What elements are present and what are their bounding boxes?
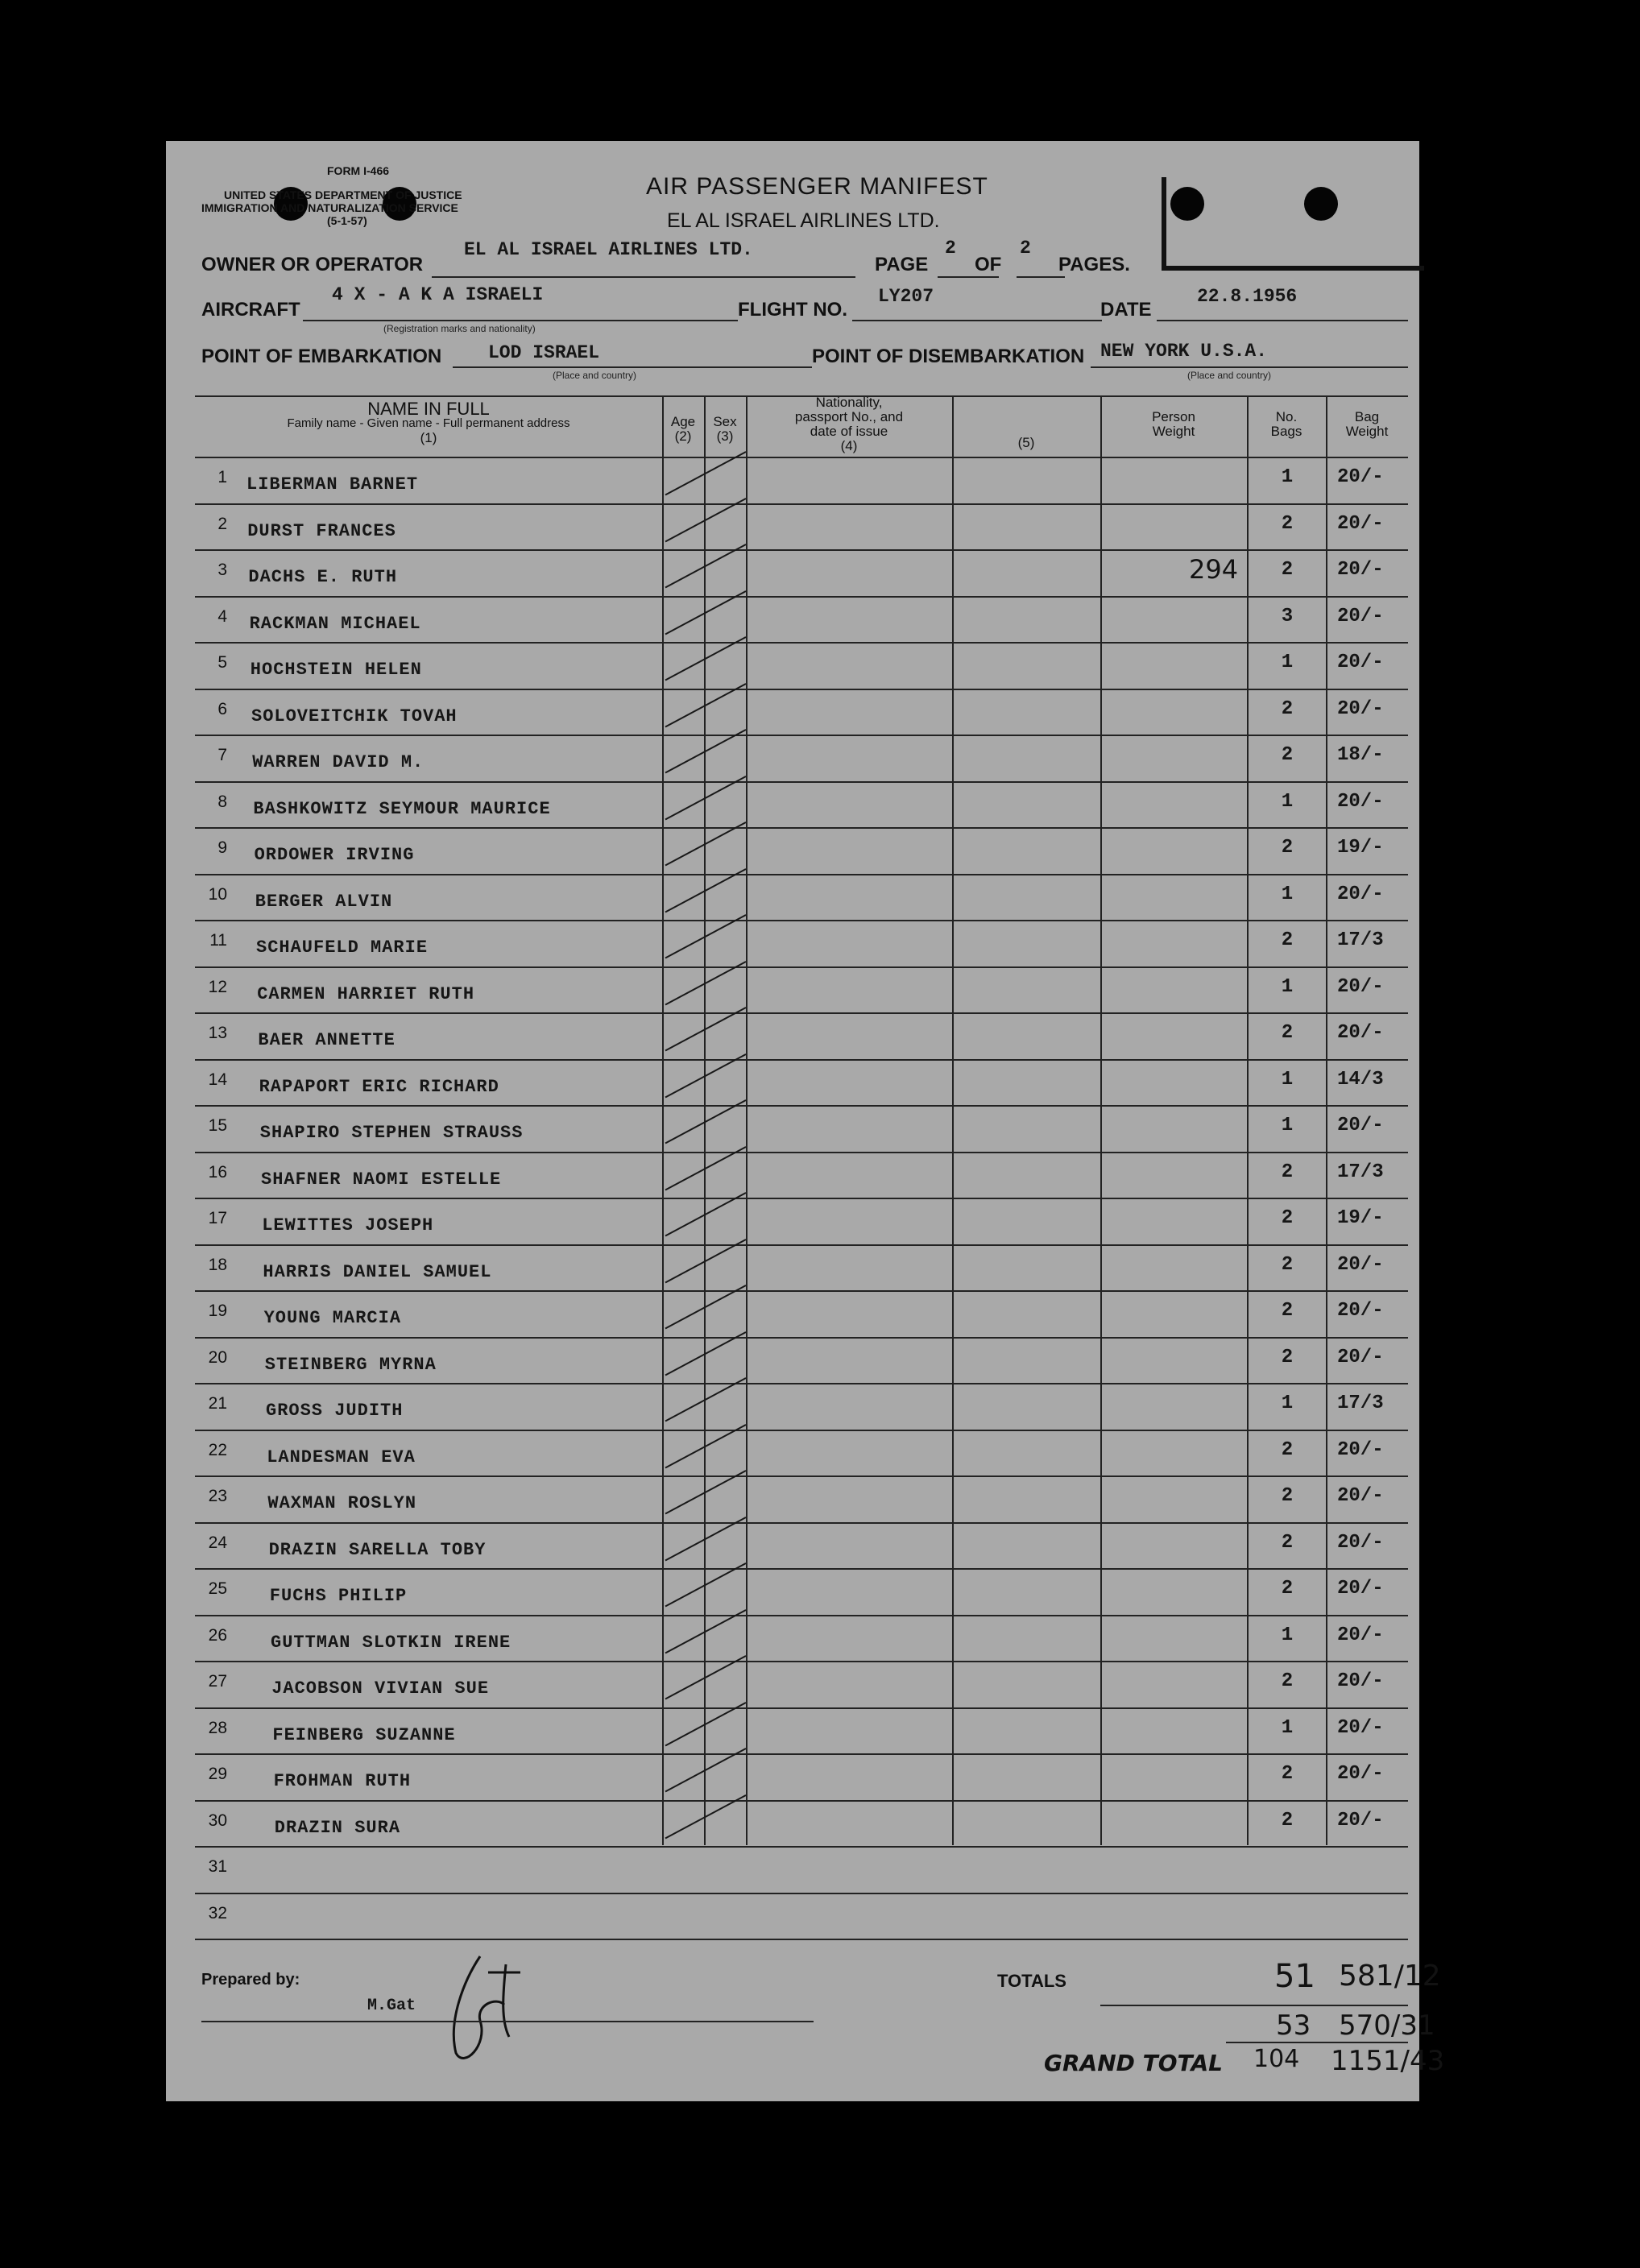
passenger-name: SHAPIRO STEPHEN STRAUSS <box>259 1123 524 1143</box>
passenger-name: SHAFNER NAOMI ESTELLE <box>261 1169 502 1190</box>
row-number: 27 <box>208 1672 227 1691</box>
bag-weight: 20/- <box>1337 883 1384 905</box>
col-bags-line2: Bags <box>1270 424 1302 439</box>
bag-weight: 20/- <box>1337 652 1384 673</box>
table-row <box>195 1198 1408 1246</box>
bag-weight: 20/- <box>1337 1809 1384 1831</box>
passenger-name: RAPAPORT ERIC RICHARD <box>259 1076 499 1097</box>
bag-weight: 19/- <box>1337 1207 1384 1229</box>
passenger-table <box>195 395 1408 1922</box>
bag-weight: 20/- <box>1337 975 1384 998</box>
row-number: 11 <box>209 931 227 950</box>
col-age-label: Age <box>670 414 696 429</box>
bag-count: 1 <box>1281 1068 1294 1091</box>
bag-weight: 17/3 <box>1337 1161 1384 1183</box>
row-number: 25 <box>208 1579 227 1598</box>
disembarkation-label: POINT OF DISEMBARKATION <box>812 346 1085 367</box>
bag-count: 1 <box>1281 1624 1294 1646</box>
col-person-weight-header <box>1100 410 1247 439</box>
table-row <box>195 966 1408 1015</box>
embarkation-label: POINT OF EMBARKATION <box>201 346 442 367</box>
table-row <box>195 1753 1408 1802</box>
totals-label: TOTALS <box>997 1971 1066 1991</box>
bag-count: 2 <box>1281 1809 1294 1831</box>
bag-weight: 20/- <box>1337 1763 1384 1785</box>
prepared-by-label: Prepared by: <box>201 1971 300 1989</box>
bag-count: 1 <box>1281 466 1294 488</box>
grand-total-weight: 1151/43 <box>1331 2045 1445 2077</box>
col-age-header <box>662 415 704 444</box>
table-row <box>195 1615 1408 1663</box>
row-number: 23 <box>208 1487 227 1505</box>
col-name-subtitle: Family name - Given name - Full permanent address <box>287 416 570 430</box>
col-bags-header <box>1247 410 1326 439</box>
col-bags-line1: No. <box>1275 409 1298 424</box>
col-name-title: NAME IN FULL <box>367 399 490 419</box>
table-row <box>195 1152 1408 1200</box>
table-row <box>195 1012 1408 1061</box>
owner-label: OWNER OR OPERATOR <box>201 254 424 275</box>
row-number: 2 <box>217 514 227 533</box>
bag-weight: 20/- <box>1337 697 1384 720</box>
col-bag-weight-header <box>1326 410 1408 439</box>
page-number: 2 <box>945 238 956 259</box>
grand-total-bags: 104 <box>1253 2045 1300 2073</box>
person-weight: 294 <box>1189 554 1239 585</box>
bag-count: 2 <box>1281 1670 1294 1692</box>
bag-weight: 20/- <box>1337 1438 1384 1461</box>
bag-count: 2 <box>1281 929 1294 951</box>
bag-count: 2 <box>1281 1022 1294 1044</box>
col-bagw-line1: Bag <box>1354 409 1380 424</box>
row-number: 15 <box>208 1116 227 1135</box>
bag-count: 1 <box>1281 652 1294 673</box>
row-number: 14 <box>208 1070 227 1089</box>
table-row <box>195 1383 1408 1431</box>
table-row <box>195 457 1408 505</box>
col-person-line1: Person <box>1152 409 1195 424</box>
bag-count: 2 <box>1281 1531 1294 1554</box>
row-number: 18 <box>208 1255 227 1274</box>
passenger-name: YOUNG MARCIA <box>263 1308 402 1328</box>
table-row <box>195 549 1408 598</box>
passenger-name: GUTTMAN SLOTKIN IRENE <box>271 1632 511 1653</box>
owner-value: EL AL ISRAEL AIRLINES LTD. <box>464 239 753 260</box>
bag-count: 2 <box>1281 559 1294 581</box>
embarkation-value: LOD ISRAEL <box>488 342 600 363</box>
table-row <box>195 642 1408 690</box>
row-number: 26 <box>208 1625 227 1645</box>
totals-weight: 581/12 <box>1339 1960 1441 1993</box>
aircraft-note: (Registration marks and nationality) <box>383 323 536 334</box>
row-number: 9 <box>217 838 227 857</box>
bag-weight: 20/- <box>1337 1531 1384 1554</box>
bag-count: 3 <box>1281 605 1294 627</box>
col-sex-header <box>704 415 746 444</box>
department-line-2: IMMIGRATION AND NATURALIZATION SERVICE <box>201 201 458 214</box>
pages-label: PAGES. <box>1058 254 1130 275</box>
form-date-code: (5-1-57) <box>327 214 367 227</box>
bag-weight: 20/- <box>1337 1485 1384 1507</box>
bag-count: 1 <box>1281 883 1294 905</box>
bag-weight: 17/3 <box>1337 1393 1384 1414</box>
bag-count: 1 <box>1281 1393 1294 1414</box>
passenger-name: ORDOWER IRVING <box>254 845 415 865</box>
table-row <box>195 1105 1408 1153</box>
row-number: 10 <box>208 884 227 904</box>
passenger-name: CARMEN HARRIET RUTH <box>257 983 475 1004</box>
bag-weight: 20/- <box>1337 512 1384 535</box>
row-number: 12 <box>208 977 227 996</box>
table-row <box>195 827 1408 875</box>
passenger-name: FEINBERG SUZANNE <box>272 1724 456 1745</box>
col-person-line2: Weight <box>1152 424 1195 439</box>
row-number: 1 <box>217 468 227 486</box>
table-row <box>195 735 1408 783</box>
bag-weight: 20/- <box>1337 605 1384 627</box>
row-number: 6 <box>217 699 227 718</box>
grand-total-label: GRAND TOTAL <box>1044 2050 1223 2076</box>
bag-weight: 20/- <box>1337 1578 1384 1600</box>
table-row <box>195 1800 1408 1848</box>
previous-weight: 570/31 <box>1339 2009 1435 2042</box>
airline-name: EL AL ISRAEL AIRLINES LTD. <box>667 209 940 232</box>
row-number: 20 <box>208 1347 227 1367</box>
table-row <box>195 689 1408 737</box>
table-row <box>195 1337 1408 1385</box>
flight-number: LY207 <box>878 286 934 307</box>
passenger-name: BASHKOWITZ SEYMOUR MAURICE <box>253 798 551 819</box>
table-row <box>195 1430 1408 1478</box>
aircraft-label: AIRCRAFT <box>201 299 300 321</box>
col-nat-number: (4) <box>840 438 858 453</box>
of-label: OF <box>975 254 1002 275</box>
bag-weight: 20/- <box>1337 1115 1384 1136</box>
row-number: 31 <box>208 1857 227 1876</box>
table-row <box>195 503 1408 552</box>
bag-weight: 20/- <box>1337 559 1384 581</box>
passenger-name: BERGER ALVIN <box>255 891 393 912</box>
row-number: 32 <box>208 1903 227 1922</box>
bag-count: 2 <box>1281 1346 1294 1368</box>
bag-weight: 17/3 <box>1337 929 1384 951</box>
row-number: 4 <box>217 606 227 626</box>
total-pages: 2 <box>1020 238 1031 259</box>
col-name-number: (1) <box>420 430 437 445</box>
row-number: 30 <box>208 1811 227 1830</box>
row-number: 22 <box>208 1440 227 1459</box>
bag-count: 2 <box>1281 1438 1294 1461</box>
passenger-name: WARREN DAVID M. <box>252 752 424 772</box>
table-row <box>195 1661 1408 1709</box>
bag-weight: 14/3 <box>1337 1068 1384 1091</box>
row-number: 8 <box>217 792 227 811</box>
col-sex-label: Sex <box>713 414 737 429</box>
page-label: PAGE <box>875 254 929 275</box>
passenger-name: FUCHS PHILIP <box>269 1586 408 1606</box>
bag-weight: 20/- <box>1337 1253 1384 1276</box>
bag-weight: 20/- <box>1337 1624 1384 1646</box>
table-row <box>195 920 1408 968</box>
passenger-name: LIBERMAN BARNET <box>246 474 419 495</box>
col-age-number: (2) <box>674 428 692 444</box>
passenger-name: HARRIS DANIEL SAMUEL <box>263 1261 492 1282</box>
passenger-name: GROSS JUDITH <box>266 1401 404 1421</box>
table-row <box>195 874 1408 922</box>
col-sex-number: (3) <box>716 428 734 444</box>
table-row <box>195 596 1408 644</box>
bag-count: 2 <box>1281 1207 1294 1229</box>
department-line-1: UNITED STATES DEPARTMENT OF JUSTICE <box>224 188 462 201</box>
col-nationality-header <box>746 395 952 453</box>
page-title: AIR PASSENGER MANIFEST <box>646 173 988 200</box>
passenger-name: LEWITTES JOSEPH <box>262 1215 434 1235</box>
bag-weight: 18/- <box>1337 744 1384 766</box>
passenger-name: RACKMAN MICHAEL <box>249 613 421 634</box>
flight-date: 22.8.1956 <box>1197 286 1298 307</box>
bag-count: 2 <box>1281 1253 1294 1276</box>
row-number: 29 <box>208 1765 227 1783</box>
bag-count: 1 <box>1281 1716 1294 1739</box>
passenger-name: DURST FRANCES <box>247 520 396 541</box>
col-name-header <box>195 399 662 445</box>
row-number: 16 <box>208 1162 227 1182</box>
passenger-name: HOCHSTEIN HELEN <box>250 660 422 680</box>
bag-weight: 20/- <box>1337 1716 1384 1739</box>
passenger-name: FROHMAN RUTH <box>273 1771 412 1791</box>
bag-weight: 20/- <box>1337 1300 1384 1322</box>
row-number: 24 <box>208 1533 227 1552</box>
previous-bags: 53 <box>1276 2009 1311 2042</box>
form-number: FORM I-466 <box>327 164 390 177</box>
passenger-name: DACHS E. RUTH <box>248 567 398 587</box>
manifest-sheet <box>166 141 1445 2101</box>
bag-count: 2 <box>1281 744 1294 766</box>
table-row <box>195 1846 1408 1894</box>
bag-count: 1 <box>1281 975 1294 998</box>
prepared-by-name: M.Gat <box>367 1997 416 2015</box>
table-row <box>195 1568 1408 1616</box>
row-number: 19 <box>208 1302 227 1320</box>
bag-count: 1 <box>1281 790 1294 813</box>
row-number: 28 <box>208 1718 227 1737</box>
bag-count: 2 <box>1281 1300 1294 1322</box>
bag-count: 2 <box>1281 1161 1294 1183</box>
table-row <box>195 1475 1408 1524</box>
col-nat-line3: date of issue <box>810 424 888 439</box>
passenger-name: DRAZIN SARELLA TOBY <box>268 1539 487 1560</box>
col-nat-line1: Nationality, <box>815 395 883 410</box>
row-number: 17 <box>208 1209 227 1227</box>
passenger-name: SOLOVEITCHIK TOVAH <box>251 706 458 726</box>
aircraft-value: 4 X - A K A ISRAELI <box>332 284 544 305</box>
passenger-name: JACOBSON VIVIAN SUE <box>271 1678 490 1699</box>
bag-count: 2 <box>1281 697 1294 720</box>
passenger-name: WAXMAN ROSLYN <box>267 1493 417 1513</box>
corner-bracket-mark <box>1162 177 1424 271</box>
table-row <box>195 1707 1408 1756</box>
row-number: 3 <box>217 561 227 579</box>
passenger-name: LANDESMAN EVA <box>267 1446 416 1467</box>
passenger-name: BAER ANNETTE <box>258 1030 396 1050</box>
passenger-name: STEINBERG MYRNA <box>264 1354 437 1375</box>
col-nat-line2: passport No., and <box>794 409 904 424</box>
check-slash-mark <box>662 1789 751 1844</box>
table-row <box>195 1893 1408 1941</box>
row-number: 13 <box>208 1024 227 1042</box>
bag-weight: 20/- <box>1337 790 1384 813</box>
row-number: 5 <box>217 653 227 672</box>
bag-count: 2 <box>1281 1578 1294 1600</box>
table-row <box>195 1244 1408 1293</box>
table-row <box>195 1522 1408 1571</box>
bag-count: 1 <box>1281 1115 1294 1136</box>
disembarkation-note: (Place and country) <box>1187 370 1272 381</box>
table-row <box>195 1290 1408 1339</box>
bag-weight: 20/- <box>1337 466 1384 488</box>
passenger-name: DRAZIN SURA <box>274 1817 401 1838</box>
flight-label: FLIGHT NO. <box>738 299 847 321</box>
row-number: 7 <box>217 746 227 764</box>
col-bagw-line2: Weight <box>1345 424 1389 439</box>
disembarkation-value: NEW YORK U.S.A. <box>1100 341 1268 362</box>
bag-count: 2 <box>1281 1485 1294 1507</box>
bag-count: 2 <box>1281 837 1294 859</box>
signature <box>432 1948 528 2069</box>
bag-weight: 19/- <box>1337 837 1384 859</box>
bag-weight: 20/- <box>1337 1670 1384 1692</box>
date-label: DATE <box>1100 299 1152 321</box>
bag-weight: 20/- <box>1337 1022 1384 1044</box>
table-row <box>195 1059 1408 1107</box>
col-5-header: (5) <box>1017 435 1035 450</box>
embarkation-note: (Place and country) <box>553 370 637 381</box>
bag-weight: 20/- <box>1337 1346 1384 1368</box>
row-number: 21 <box>208 1394 227 1413</box>
totals-bags: 51 <box>1274 1958 1315 1995</box>
table-row <box>195 781 1408 830</box>
bag-count: 2 <box>1281 512 1294 535</box>
bag-count: 2 <box>1281 1763 1294 1785</box>
passenger-name: SCHAUFELD MARIE <box>256 937 429 958</box>
